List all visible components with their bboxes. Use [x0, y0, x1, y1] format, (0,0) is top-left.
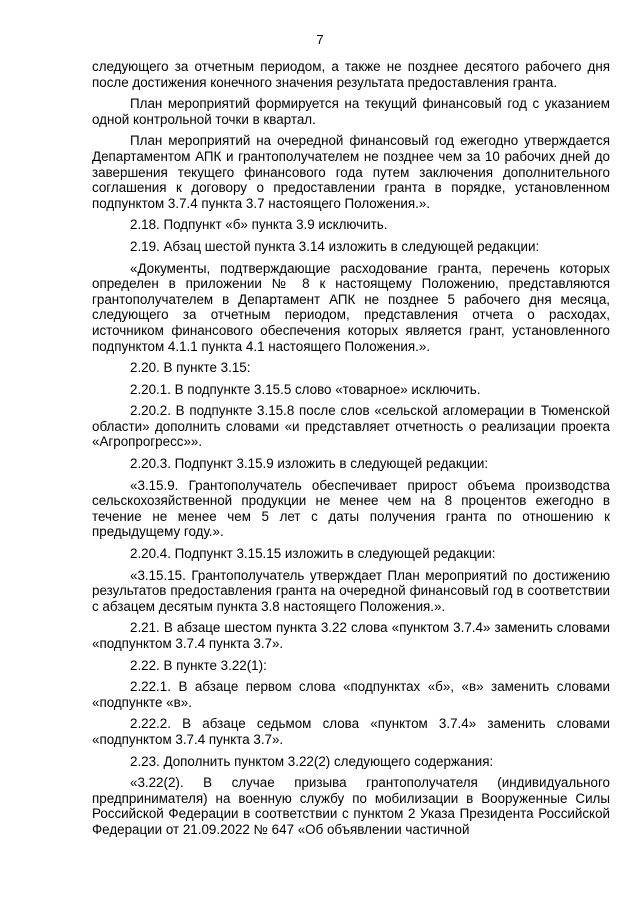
paragraph-2-20-1: 2.20.1. В подпункте 3.15.5 слово «товарное» исключить. — [130, 381, 481, 397]
paragraph-continuation: следующего за отчетным периодом, а также не позднее десятого рабочего дня после достижения конечного значения результата предоставления гранта. — [92, 59, 610, 90]
paragraph-3-15-15-quote: «3.15.15. Грантополучатель утверждает План мероприятий по достижению результатов предоставления гранта на очередной финансовый год в соответствии с абзацем десятым пункта 3.8 настоящего Положения.». — [92, 567, 610, 614]
paragraph-2-19: 2.19. Абзац шестой пункта 3.14 изложить в следующей редакции: — [130, 238, 540, 254]
paragraph-2-18: 2.18. Подпункт «б» пункта 3.9 исключить. — [130, 217, 388, 233]
paragraph-2-21: 2.21. В абзаце шестом пункта 3.22 слова «пунктом 3.7.4» заменить словами «подпунктом 3.7.4 пункта 3.7». — [92, 620, 610, 651]
paragraph-2-23: 2.23. Дополнить пунктом 3.22(2) следующего содержания: — [130, 753, 494, 769]
paragraph-2-22-2: 2.22.2. В абзаце седьмом слова «пунктом 3.7.4» заменить словами «подпунктом 3.7.4 пункта 3.7». — [92, 716, 610, 747]
paragraph-plan-approval: План мероприятий на очередной финансовый год ежегодно утверждается Департаментом АПК и грантополучателем не позднее чем за 10 рабочих дней до завершения текущего финансового года путем заключения дополнительного соглашения к договору о предоставлении гранта в порядке, установленном подпунктом 3.7.4 пункта 3.7 настоящего Положения.». — [92, 133, 610, 211]
paragraph-2-20: 2.20. В пункте 3.15: — [130, 360, 251, 376]
paragraph-3-22-2-quote: «3.22(2). В случае призыва грантополучателя (индивидуального предпринимателя) на военную службу по мобилизации в Вооруженные Силы Российской Федерации в соответствии с пунктом 2 Указа Президента Российской Федерации от 21.09.2022 № 647 «Об объявлении частичной — [92, 775, 610, 837]
paragraph-2-20-4: 2.20.4. Подпункт 3.15.15 изложить в следующей редакции: — [130, 546, 496, 562]
paragraph-3-15-9-quote: «3.15.9. Грантополучатель обеспечивает прирост объема производства сельскохозяйственной продукции не менее чем на 8 процентов ежегодно в течение не менее чем 5 лет с даты получения гранта по отношению к предыдущему году.». — [92, 477, 610, 540]
paragraph-plan-formation: План мероприятий формируется на текущий финансовый год с указанием одной контрольной точки в квартал. — [92, 96, 610, 127]
paragraph-2-22-1: 2.22.1. В абзаце первом слова «подпунктах «б», «в» заменить словами «подпункте «в». — [92, 679, 610, 710]
document-body — [92, 59, 610, 838]
page-number: 7 — [316, 32, 324, 47]
paragraph-documents-quote: «Документы, подтверждающие расходование гранта, перечень которых определен в приложении № 8 к настоящему Положению, представляются грантополучателем в Департамент АПК не позднее 5 рабочего дня месяца, следующего за отчетным периодом, представления отчета о расходах, источником финансового обеспечения которых является грант, установленного подпунктом 4.1.1 пункта 4.1 настоящего Положения.». — [92, 260, 610, 354]
paragraph-2-22: 2.22. В пункте 3.22(1): — [130, 657, 267, 673]
paragraph-2-20-3: 2.20.3. Подпункт 3.15.9 изложить в следующей редакции: — [130, 456, 489, 472]
paragraph-2-20-2: 2.20.2. В подпункте 3.15.8 после слов «сельской агломерации в Тюменской области» дополнить словами «и представляет отчетность о реализации проекта «Агропрогресс»». — [92, 403, 610, 450]
